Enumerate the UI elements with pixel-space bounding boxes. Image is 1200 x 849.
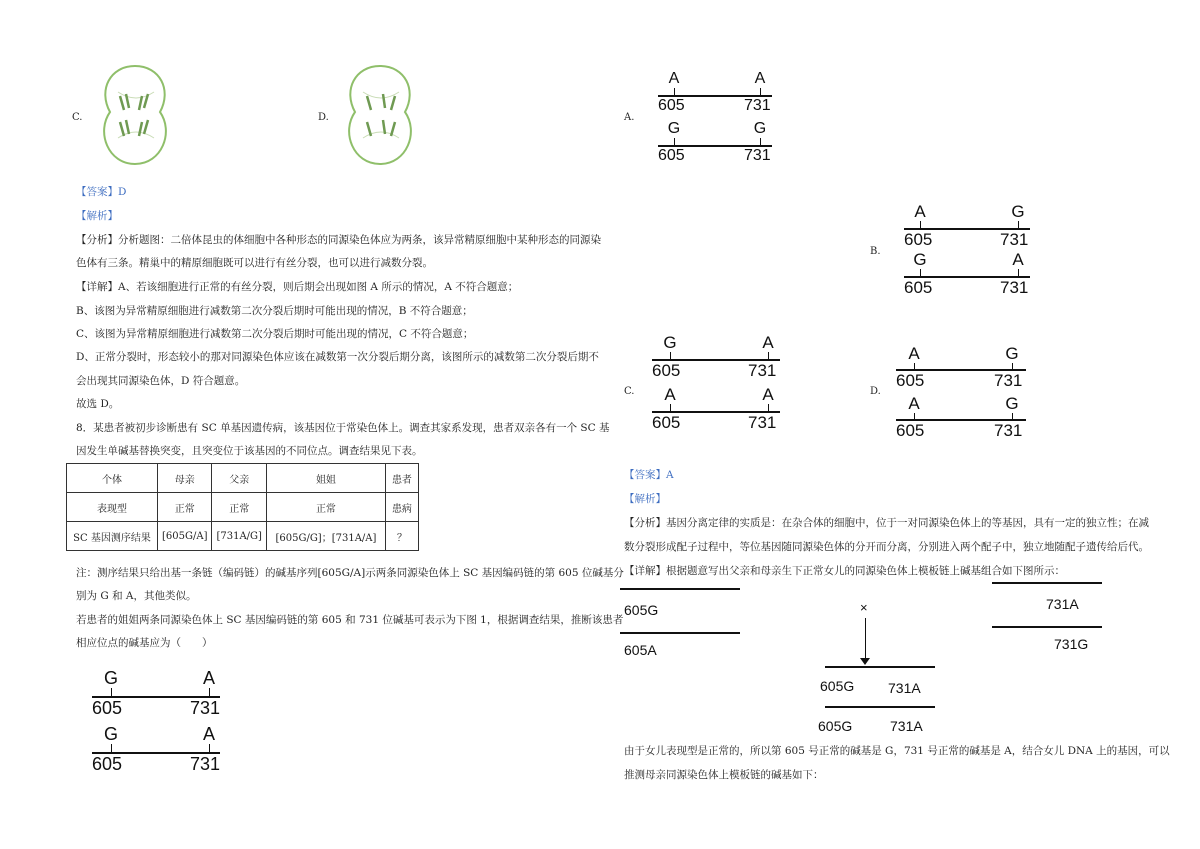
base-label: G — [663, 333, 677, 352]
base-label: G — [103, 668, 118, 688]
analysis-line: 【分析】分析题图：二倍体昆虫的体细胞中各种形态的同源染色体应为两条，该异常精原细胞中某种形态的同源染 — [76, 234, 601, 246]
position-label: 605 — [896, 421, 925, 440]
position-label: 605 — [652, 361, 681, 380]
cell-image-c — [90, 60, 180, 170]
table-cell: [731A/G] — [212, 522, 266, 551]
position-label: 605 — [658, 147, 685, 164]
position-label: 731 — [994, 421, 1023, 440]
daughter-allele: 731A — [890, 718, 923, 734]
position-label: 731 — [748, 361, 777, 380]
base-label: A — [202, 668, 215, 688]
option-a-diagram — [658, 70, 778, 170]
base-label: A — [1012, 250, 1024, 269]
base-label: G — [667, 120, 681, 137]
question-text: 若患者的姐姐两条同源染色体上 SC 基因编码链的第 605 和 731 位碱基可表示为下图 1，根据调查结果，推断该患者 — [76, 614, 624, 626]
table-cell: SC 基因测序结果 — [67, 522, 158, 551]
father-allele: 731G — [1054, 636, 1089, 652]
explanation-line: 由于女儿表现型是正常的，所以第 605 号正常的碱基是 G，731 号正常的碱基是 A，结合女儿 DNA 上的基因，可以 — [624, 745, 1170, 757]
analysis-line: 【分析】基因分离定律的实质是：在杂合体的细胞中，位于一对同源染色体上的等基因，具有一定的独立性；在减 — [624, 517, 1149, 529]
answer-line-left — [76, 185, 126, 199]
position-label: 605 — [652, 413, 681, 432]
cross-symbol: × — [860, 600, 868, 615]
base-label: G — [1005, 344, 1019, 363]
base-label: A — [202, 724, 215, 744]
mother-allele: 605G — [624, 602, 659, 618]
base-label: A — [664, 385, 676, 404]
base-label: G — [913, 250, 927, 269]
option-c-label: C. — [72, 112, 83, 123]
table-cell: 姐姐 — [266, 464, 385, 493]
explanation-line: D、正常分裂时，形态较小的那对同源染色体应该在减数第一次分裂后期分离，该图所示的减数第二次分裂后期不 — [76, 351, 599, 363]
arrow-down-icon — [860, 658, 870, 665]
position-label: 731 — [748, 413, 777, 432]
position-label: 605 — [92, 754, 123, 774]
position-label: 731 — [744, 97, 771, 114]
base-label: G — [1011, 202, 1025, 221]
table-cell: 正常 — [266, 493, 385, 522]
explanation-line: C、该图为异常精原细胞进行减数第二次分裂后期时可能出现的情况，C 不符合题意； — [76, 328, 474, 340]
option-d-label-right: D. — [870, 386, 881, 397]
explanation-line: B、该图为异常精原细胞进行减数第二次分裂后期时可能出现的情况，B 不符合题意； — [76, 305, 473, 317]
table-cell: 正常 — [212, 493, 266, 522]
figure-1-diagram — [92, 668, 232, 778]
option-c-label-right: C. — [624, 386, 635, 397]
explanation-line: 推测母亲同源染色体上模板链的碱基如下： — [624, 769, 824, 781]
base-label: A — [914, 202, 926, 221]
question-text: 相应位点的碱基应为（ ） — [76, 637, 213, 649]
position-label: 605 — [658, 97, 685, 114]
analysis-line: 数分裂形成配子过程中，等位基因随同源染色体的分开而分离，分别进入两个配子中，独立地随配子遗传给后代。 — [624, 541, 1149, 553]
base-label: A — [762, 385, 774, 404]
table-cell: 正常 — [158, 493, 212, 522]
table-row — [67, 522, 419, 551]
explanation-line: 【详解】A、若该细胞进行正常的有丝分裂，则后期会出现如图 A 所示的情况，A 不符合题意； — [76, 281, 519, 293]
daughter-allele: 605G — [818, 718, 853, 734]
base-label: A — [908, 394, 920, 413]
chromosome-line — [825, 706, 935, 708]
option-d-label: D. — [318, 112, 329, 123]
position-label: 605 — [92, 698, 123, 718]
chromosome-line — [620, 632, 740, 634]
position-label: 731 — [744, 147, 771, 164]
analysis-heading: 【解析】 — [76, 210, 118, 222]
table-row — [67, 493, 419, 522]
base-label: G — [753, 120, 767, 137]
position-label: 731 — [1000, 230, 1029, 249]
position-label: 731 — [190, 698, 221, 718]
base-label: A — [908, 344, 920, 363]
analysis-heading-right: 【解析】 — [624, 493, 666, 505]
father-allele: 731A — [1046, 596, 1079, 612]
option-d-diagram — [896, 344, 1030, 446]
daughter-allele: 605G — [820, 678, 855, 694]
table-cell: 母亲 — [158, 464, 212, 493]
chromosome-line — [620, 588, 740, 590]
explanation-line: 【详解】根据题意写出父亲和母亲生下正常女儿的同源染色体上模板链上碱基组合如下图所示： — [624, 565, 1065, 577]
answer-text: 【答案】D — [76, 186, 127, 198]
base-label: A — [762, 333, 774, 352]
table-cell: 患者 — [385, 464, 418, 493]
position-label: 731 — [1000, 278, 1029, 297]
position-label: 731 — [190, 754, 221, 774]
question-text: 8．某患者被初步诊断患有 SC 单基因遗传病，该基因位于常染色体上。调查其家系发现，患者双亲各有一个 SC 基 — [76, 422, 610, 434]
mother-allele: 605A — [624, 642, 657, 658]
option-b-label: B. — [870, 246, 881, 257]
option-c-diagram — [652, 333, 782, 441]
chromosome-line — [992, 582, 1102, 584]
position-label: 605 — [904, 278, 933, 297]
question-text: 因发生单碱基替换突变，且突变位于该基因的不同位点。调查结果见下表。 — [76, 445, 423, 457]
arrow-shaft — [865, 618, 866, 660]
option-a-label: A. — [624, 112, 635, 123]
cross-diagram — [620, 580, 1120, 740]
results-table — [66, 463, 419, 551]
option-b-diagram — [904, 202, 1034, 306]
note-text: 别为 G 和 A，其他类似。 — [76, 590, 197, 602]
table-cell: 父亲 — [212, 464, 266, 493]
base-label: G — [103, 724, 118, 744]
table-cell: 患病 — [385, 493, 418, 522]
chromosome-line — [992, 626, 1102, 628]
table-cell: [605G/G]；[731A/A] — [266, 522, 385, 551]
note-text: 注：测序结果只给出基一条链（编码链）的碱基序列[605G/A]示两条同源染色体上 SC 基因编码链的第 605 位碱基分 — [76, 567, 624, 579]
cell-image-d — [335, 60, 425, 170]
base-label: A — [668, 70, 680, 87]
explanation-line: 会出现其同源染色体，D 符合题意。 — [76, 375, 246, 387]
analysis-line: 色体有三条。精巢中的精原细胞既可以进行有丝分裂，也可以进行减数分裂。 — [76, 257, 433, 269]
table-row — [67, 464, 419, 493]
base-label: A — [754, 70, 766, 87]
chromosome-line — [825, 666, 935, 668]
base-label: G — [1005, 394, 1019, 413]
position-label: 731 — [994, 371, 1023, 390]
table-cell: 表现型 — [67, 493, 158, 522]
position-label: 605 — [896, 371, 925, 390]
table-cell: 个体 — [67, 464, 158, 493]
table-cell: [605G/A] — [158, 522, 212, 551]
conclusion-line: 故选 D。 — [76, 398, 120, 410]
table-cell: ？ — [385, 522, 418, 551]
position-label: 605 — [904, 230, 933, 249]
daughter-allele: 731A — [888, 680, 921, 696]
answer-line-right: 【答案】A — [624, 469, 674, 481]
